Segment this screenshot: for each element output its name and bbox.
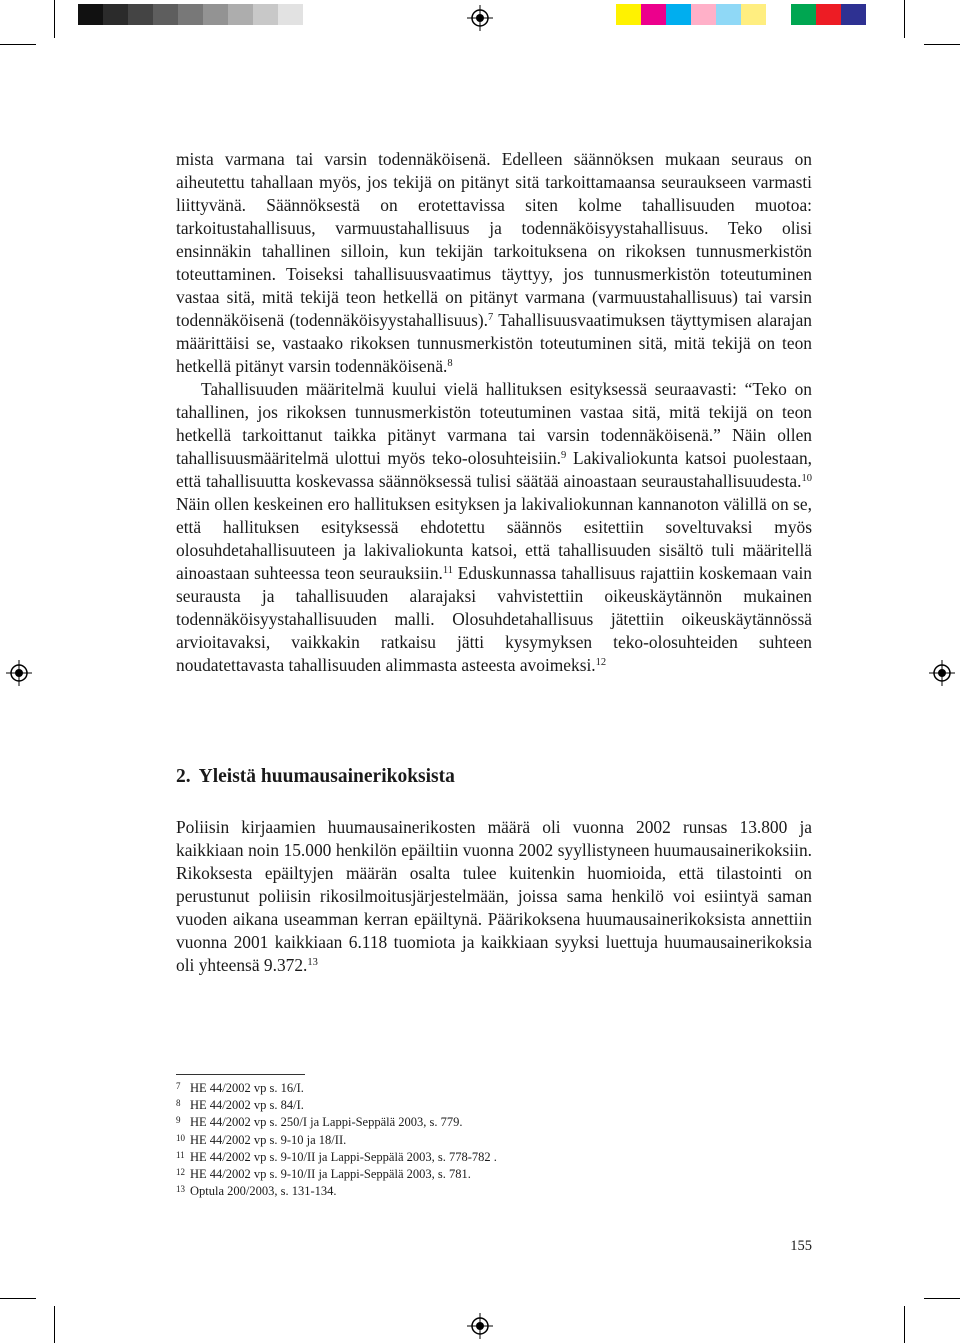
registration-mark-left-icon xyxy=(6,660,32,686)
footnote xyxy=(176,1097,796,1114)
section-title: Yleistä huumausainerikoksista xyxy=(198,766,455,787)
color-swatch xyxy=(666,4,691,25)
footnote xyxy=(176,1132,796,1149)
crop-mark-top-left-h xyxy=(0,44,36,45)
paragraph-1: mista varmana tai varsin todennäköisenä. Edelleen säännöksen mukaan seuraus on aiheutettu tahallaan myös, jos tekijä on pitänyt sitä tarkoittamaansa seuraukseen varmasti liittyvänä. Säännöksestä on erotettavissa siten kolme tahallisuuden muotoa: tarkoitustahallisuus, varmuustahallisuus ja todennäköisyystahallisuus. Teko olisi ensinnäkin tahallinen silloin, kun tekijän tarkoituksena on rikoksen tunnusmerkistön toteuttaminen. Toiseksi tahallisuusvaatimus täyttyy, jos tunnusmerkistön toteutuminen vastaa sitä, mitä tekijä teon hetkellä on pitänyt varmana (varmuustahallisuus) tai varsin todennäköisenä (todennäköisyystahallisuus).$^7$ Tahallisuusvaatimuksen täyttymisen alarajan määrittäisi se, vastaako rikoksen tunnusmerkistön toteutuminen sitä, mitä tekijä on teon hetkellä pitänyt varsin todennäköisenä.$^8$ xyxy=(176,149,812,376)
crop-mark-bottom-right-v xyxy=(904,1306,905,1343)
gray-swatch xyxy=(228,4,253,25)
page-number: 155 xyxy=(790,1238,812,1254)
footnote-number: 12 xyxy=(176,1167,185,1178)
body-text xyxy=(176,148,812,677)
registration-mark-right-icon xyxy=(929,660,955,686)
crop-mark-bottom-left-v xyxy=(54,1306,55,1343)
footnote-ref-8: 8 xyxy=(447,358,453,369)
paragraph-2: Tahallisuuden määritelmä kuului vielä hallituksen esityksessä seuraavasti: “Teko on tahallinen, jos rikoksen tunnusmerkistön toteutuminen vastaa sitä, mitä tekijä on teon hetkellä tarkoittanut taikka pitänyt varmana tai varsin todennäköisenä.” Näin ollen tahallisuusmääritelmä ulottui myös teko-olosuhteisiin.$^9$ Lakivaliokunta katsoi puolestaan, että tahallisuutta koskevassa säännöksessä tulisi säätää ainoastaan seuraustahallisuudesta.$^{10}$ Näin ollen keskeinen ero hallituksen esityksen ja lakivaliokunnan kannanoton välillä on se, että hallituksen esityksessä ehdotettu säännös esitettiin soveltuvaksi myös olosuhdetahallisuuteen ja lakivaliokunta katsoi, että tahallisuuden sisältö tuli määritellä ainoastaan suhteessa teon seurauksiin.$^{11}$ Eduskunnassa tahallisuus rajattiin koskemaan vain seurausta ja tahallisuuden alarajaksi vahvistettiin oikeuskäytännön mukainen todennäköisyystahallisuuden malli. Olosuhdetahallisuus jätettiin oikeuskäytännössä arvioitavaksi, vaikkakin ratkaisu jätti kysymyksen teko-olosuhteiden suhteen noudatettavasta tahallisuuden alimmasta asteesta avoimeksi.$^{12}$ xyxy=(176,379,813,675)
footnote-number: 13 xyxy=(176,1184,185,1195)
footnote xyxy=(176,1080,796,1097)
footnote-text: Optula 200/2003, s. 131-134. xyxy=(190,1184,337,1199)
footnote-ref-7: 7 xyxy=(488,312,494,323)
gray-swatch xyxy=(203,4,228,25)
footnote-number: 11 xyxy=(176,1149,185,1160)
paragraph-3: Poliisin kirjaamien huumausainerikosten määrä oli vuonna 2002 runsas 13.800 ja kaikkiaan noin 15.000 henkilön epäiltiin vuonna 2002 syyllistyneen huumausainerikoksiin. Rikoksesta epäiltyjen määrän osalta tulee kuitenkin huomioida, että tilastointi on perustunut poliisin rikosilmoitusjärjestelmään, joissa sama henkilö voi esiintyä saman vuoden aikana useamman kerran epäiltynä. Päärikoksena huumausainerikoksista annettiin vuonna 2001 kaikkiaan 6.118 tuomiota ja kaikkiaan syyksi luettuja huumausainerikoksia oli yhteensä 9.372.13 xyxy=(176,817,812,975)
footnote xyxy=(176,1183,796,1200)
crop-mark-top-left-v xyxy=(54,0,55,38)
footnote-text: HE 44/2002 vp s. 9-10 ja 18/II. xyxy=(190,1132,347,1147)
gray-swatch xyxy=(278,4,303,25)
gray-swatch xyxy=(128,4,153,25)
footnote-ref-11: 11 xyxy=(442,565,453,576)
registration-mark-top-icon xyxy=(467,5,493,31)
color-swatch xyxy=(791,4,816,25)
footnote-ref-10: 10 xyxy=(801,473,812,484)
footnote xyxy=(176,1149,796,1166)
gray-swatch xyxy=(178,4,203,25)
footnote xyxy=(176,1114,796,1131)
footnote-ref-12: 12 xyxy=(595,657,607,668)
color-swatch xyxy=(641,4,666,25)
footnote-text: HE 44/2002 vp s. 9-10/II ja Lappi-Seppälä 2003, s. 781. xyxy=(190,1167,471,1182)
crop-mark-bottom-left-h xyxy=(0,1298,36,1299)
footnotes xyxy=(176,1080,796,1200)
footnote-number: 10 xyxy=(176,1132,185,1143)
footnote-ref-9: 9 xyxy=(560,450,567,461)
footnote-number: 8 xyxy=(176,1098,181,1109)
footnote-number: 7 xyxy=(176,1081,181,1091)
footnote xyxy=(176,1166,796,1183)
crop-mark-top-right-v xyxy=(904,0,905,38)
section-body-text xyxy=(176,816,812,977)
footnote-text: HE 44/2002 vp s. 16/I. xyxy=(190,1081,304,1095)
footnote-text: HE 44/2002 vp s. 9-10/II ja Lappi-Seppälä 2003, s. 778-782 . xyxy=(190,1149,497,1164)
color-swatch xyxy=(616,4,641,25)
section-number: 2. xyxy=(176,766,191,787)
gray-swatch xyxy=(253,4,278,25)
gray-swatch xyxy=(103,4,128,25)
grayscale-control-bar xyxy=(78,4,303,25)
gray-swatch xyxy=(153,4,178,25)
gray-swatch xyxy=(78,4,103,25)
color-swatch xyxy=(766,4,791,25)
section-heading xyxy=(176,766,812,788)
color-control-bar xyxy=(616,4,866,25)
footnote-number: 9 xyxy=(176,1115,181,1126)
color-swatch xyxy=(691,4,716,25)
color-swatch xyxy=(741,4,766,25)
registration-mark-bottom-icon xyxy=(467,1313,493,1339)
footnote-text: HE 44/2002 vp s. 84/I. xyxy=(190,1098,304,1113)
footnote-divider xyxy=(176,1074,305,1075)
footnote-text: HE 44/2002 vp s. 250/I ja Lappi-Seppälä 2003, s. 779. xyxy=(190,1115,463,1130)
color-swatch xyxy=(841,4,866,25)
color-swatch xyxy=(716,4,741,25)
crop-mark-bottom-right-h xyxy=(924,1298,960,1299)
crop-mark-top-right-h xyxy=(924,44,960,45)
color-swatch xyxy=(816,4,841,25)
footnote-ref-13: 13 xyxy=(307,957,318,968)
